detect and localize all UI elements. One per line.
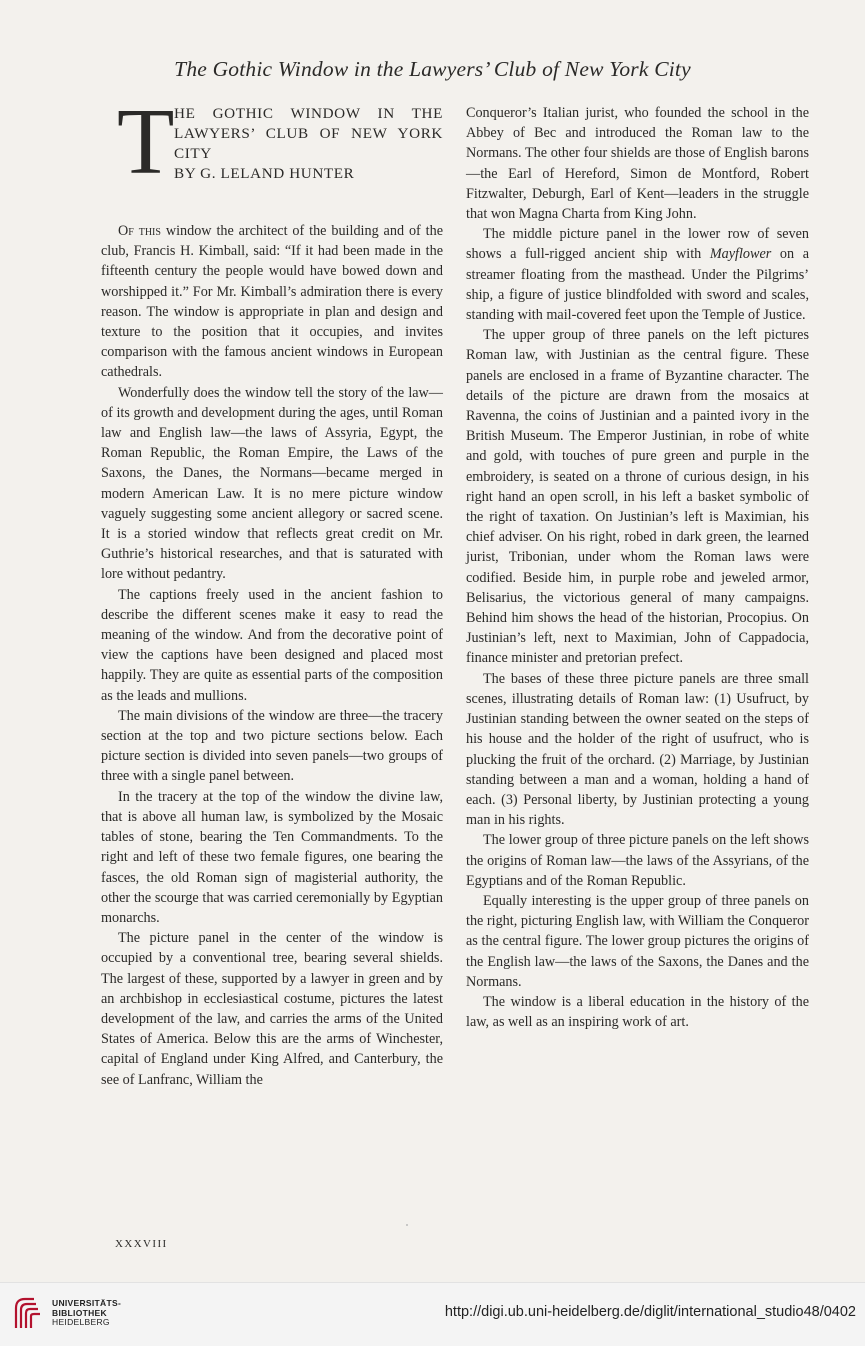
paragraph-text: The middle picture panel in the lower row of seven shows a full-rigged ancient ship with: [466, 226, 809, 263]
paragraph: Equally interesting is the upper group of three panels on the right, picturing English law, with William the Conqueror as the central figure. The lower group pictures the origins of the English law—the laws of the Saxons, the Danes and the Normans.: [466, 892, 809, 990]
drop-cap: T: [117, 90, 175, 194]
digitization-footer: [0, 1282, 865, 1346]
paragraph: [466, 224, 809, 325]
paragraph: The lower group of three picture panels on the left shows the origins of Roman law—the laws of the Assyrians, of the Egyptians and of the Roman Republic.: [466, 832, 809, 889]
byline: BY G. LELAND HUNTER: [174, 165, 355, 182]
right-column: [466, 103, 809, 1032]
library-name-line: BIBLIOTHEK: [52, 1307, 107, 1318]
library-name-line: UNIVERSITÄTS-: [52, 1298, 122, 1308]
article-headline: [101, 90, 443, 194]
paragraph: The main divisions of the window are three—the tracery section at the top and two picture sections below. Each picture section is divided into seven panels—two groups of three with a single panel between.: [101, 707, 443, 785]
permalink-url[interactable]: http://digi.ub.uni-heidelberg.de/diglit/international_studio48/0402: [444, 1304, 856, 1320]
headline-line-2: LAWYERS’ CLUB OF NEW YORK: [174, 125, 443, 142]
paragraph-text: window the architect of the building and of the club, Francis H. Kimball, said: “If it had been made in the fifteenth century the people would have bowed down and worshipped it.” For Mr. Kimball’s admiration there is every reason. The window is appropriate in plan and design and texture to the position that it occupies, and invites comparison with the famous ancient windows in European cathedrals.: [101, 223, 443, 381]
page-speck: [406, 1224, 408, 1226]
paragraph: Wonderfully does the window tell the story of the law—of its growth and development during the ages, until Roman law and English law—the laws of Assyria, Egypt, the Roman Republic, the Roman Empire, the Laws of the Saxons, the Danes, the Normans—became merged in modern American Law. It is no mere picture window vaguely suggesting some ancient allegory or sacred scene. It is a storied window that reflects great credit on Mr. Guthrie’s historical researches, and that is saturated with lore without pedantry.: [101, 384, 443, 583]
paragraph: [101, 221, 443, 383]
university-library-logo-icon[interactable]: [10, 1294, 42, 1332]
left-column: [101, 90, 443, 1090]
headline-line-3: CITY: [174, 145, 212, 162]
lead-in: Of this: [118, 223, 161, 239]
paragraph: The upper group of three panels on the left pictures Roman law, with Justinian as the central figure. These panels are enclosed in a frame of Byzantine character. The details of the picture are drawn from the mosaics at Ravenna, the coins of Justinian and a painted ivory in the British Museum. The Emperor Justinian, in robe of white and gold, with touches of pure green and purple in the embroidery, is seated on a throne of curious design, in his right hand an open scroll, in his left a basket symbolic of the right of taxation. On Justinian’s left is Maximian, his chief adviser. On his right, robed in dark green, the learned jurist, Tribonian, under whom the Roman laws were codified. Beside him, in purple robe and jeweled armor, Belisarius, the victorious general of many campaigns. Behind him shows the head of the historian, Procopius. On Justinian’s left, next to Maximian, John of Cappadocia, finance minister and pretorian prefect.: [466, 327, 809, 667]
paragraph: In the tracery at the top of the window the divine law, that is above all human law, is symbolized by the Mosaic tables of stone, bearing the Ten Commandments. To the right and left of these two female figures, one bearing the fasces, the old Roman sign of magisterial authority, the other the scourge that was carried ceremonially by Egyptian monarchs.: [101, 788, 443, 926]
paragraph: The captions freely used in the ancient fashion to describe the different scenes make it easy to read the meaning of the window. And from the decorative point of view the captions have been designed and placed most happily. They are quite as essential parts of the composition as the leads and mullions.: [101, 586, 443, 704]
paragraph: The picture panel in the center of the window is occupied by a conventional tree, bearing several shields. The largest of these, supported by a lawyer in green and by an archbishop in ecclesiastical costume, pictures the latest development of the law, and carries the arms of the United States of America. Below this are the arms of Winchester, capital of England under King Alfred, and Canterbury, the see of Lanfranc, William the: [101, 930, 443, 1088]
ship-name: Mayflower: [709, 246, 772, 263]
page-folio: XXXVIII: [115, 1238, 168, 1250]
paragraph: Conqueror’s Italian jurist, who founded the school in the Abbey of Bec and introduced the Roman law to the Normans. The other four shields are those of English barons—the Earl of Hereford, Simon de Montford, Robert Fitzwalter, Deburgh, Earl of Kent—leaders in the struggle that won Magna Charta from King John.: [466, 105, 809, 223]
paragraph-text: on a streamer floating from the masthead. Under the Pilgrims’ ship, a figure of justice blindfolded with sword and scales, standing with mail-covered feet upon the Temple of Justice.: [466, 246, 809, 324]
paragraph: The window is a liberal education in the history of the law, as well as an inspiring work of art.: [466, 993, 809, 1031]
headline-line-1: HE GOTHIC WINDOW IN THE: [174, 105, 443, 122]
library-name: [52, 1299, 121, 1328]
running-title: The Gothic Window in the Lawyers’ Club of New York City: [174, 57, 691, 81]
paragraph: The bases of these three picture panels are three small scenes, illustrating details of Roman law: (1) Usufruct, by Justinian standing between the owner seated on the steps of his house and the holder of the right of usufruct, who is plucking the fruit of the orchard. (2) Marriage, by Justinian standing between a man and a woman, holding a hand of each. (3) Personal liberty, by Justinian protecting a young man in his rights.: [466, 670, 809, 829]
library-name-line: HEIDELBERG: [52, 1317, 110, 1327]
